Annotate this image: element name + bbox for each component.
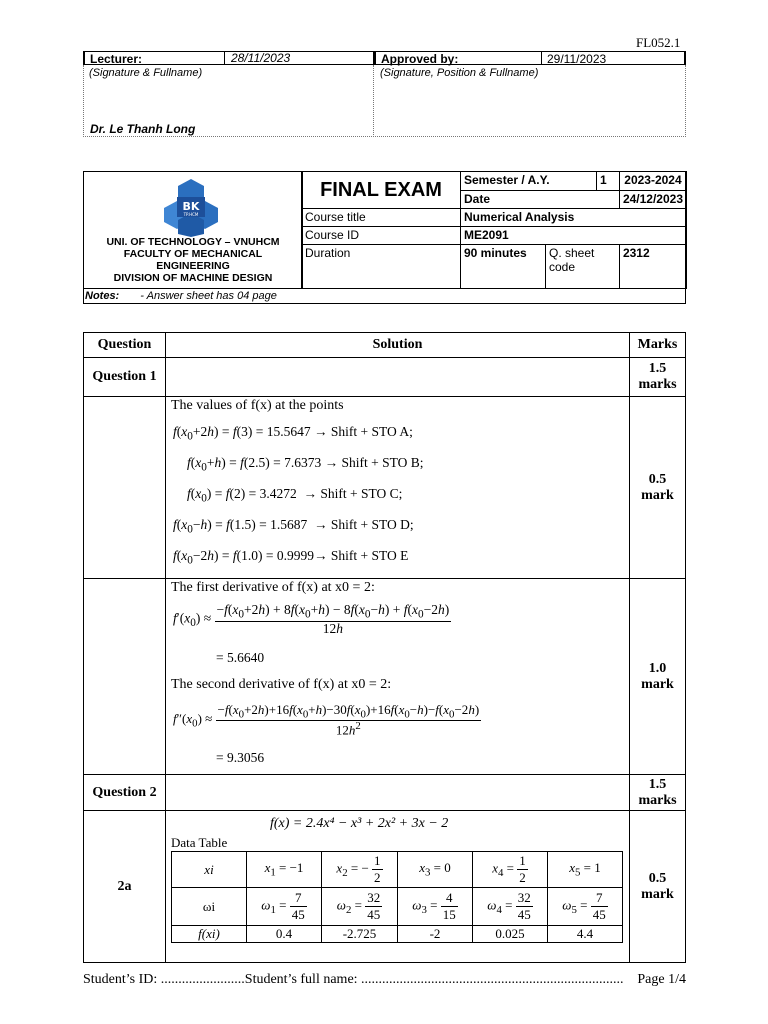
bottom-dotted-border [83, 136, 686, 137]
semester-value: 1 [596, 172, 619, 191]
q1b-marks: 1.0 mark [630, 579, 686, 775]
q1b-solution [166, 579, 630, 775]
duration-label: Duration [302, 245, 461, 289]
q1a-marks: 0.5 mark [630, 397, 686, 579]
duration-value: 90 minutes [461, 245, 546, 289]
form-code: FL052.1 [636, 35, 681, 50]
course-title-value: Numerical Analysis [461, 209, 687, 227]
q2-label: Question 2 [84, 775, 166, 811]
row-x-label: xi [172, 852, 247, 888]
eq-f-x0-minus-2h: $f(x_0-2h) = f(1.0) = 0.9999\to$ Shift + STO E [173, 548, 409, 567]
exam-date: 24/12/2023 [619, 191, 686, 209]
notes-row [84, 288, 685, 305]
data-table [171, 851, 623, 943]
qsheet-label: Q. sheet code [546, 245, 620, 289]
approved-label: Approved by: [374, 51, 541, 65]
approval-block [83, 51, 686, 137]
q1-marks: 1.5 marks [630, 358, 686, 397]
cell-f3: -2 [397, 926, 472, 943]
q1b-intro-second: The second derivative of f(x) at x0 = 2: [171, 677, 392, 692]
second-derivative-formula: $f''(x_0)$ ≈ $\frac{-f(x_0+2h)+16f(x_0+h)-30f(x_0)+16f(x_0-h)-f(x_0-2h)}{12h^2}$ [173, 702, 480, 738]
first-derivative-formula: $f'(x_0)$ ≈ $\frac{-f(x_0+2h) + 8f(x_0+h) - 8f(x_0-h) + f(x_0-2h)}{12h}$ [173, 602, 450, 636]
lecturer-name: Dr. Le Thanh Long [90, 122, 196, 136]
eq-f-x0-plus-h: $f(x_0+h) = f(2.5) = 7.6373$ → Shift + STO B; [187, 455, 424, 474]
cell-x1: $x_1 = -1$ [247, 852, 322, 888]
qsheet-value: 2312 [619, 245, 686, 289]
cell-x4: $x_4$ = $\frac{1}{2}$ [472, 852, 547, 888]
page-number: Page 1/4 [632, 972, 686, 988]
cell-w2: $\omega_2$ = $\frac{32}{45}$ [322, 888, 398, 926]
cell-x2: $x_2$ = − $\frac{1}{2}$ [322, 852, 398, 888]
solution-table [83, 332, 686, 963]
cell-f1: 0.4 [247, 926, 322, 943]
exam-header [83, 171, 686, 304]
eq-f-x0-plus-2h: $f(x_0+2h) = f(3) = 15.5647$ → Shift + STO A; [173, 424, 413, 443]
course-title-label: Course title [302, 209, 461, 227]
q2-marks: 1.5 marks [630, 775, 686, 811]
second-derivative-result: = 9.3056 [216, 750, 265, 765]
exam-title: FINAL EXAM [302, 172, 461, 209]
row-f-label: f(xi) [172, 926, 247, 943]
first-derivative-result: = 5.6640 [216, 650, 265, 665]
cell-f4: 0.025 [472, 926, 547, 943]
org-line-4: DIVISION OF MACHINE DESIGN [113, 272, 273, 284]
university-logo [163, 177, 219, 237]
org-line-2: FACULTY OF MECHANICAL [123, 248, 263, 260]
notes-label: Notes: [85, 290, 120, 302]
header-question: Question [84, 333, 166, 358]
right-dotted-border [685, 65, 686, 137]
q2a-label: 2a [84, 811, 166, 963]
cell-f2: -2.725 [322, 926, 398, 943]
q2a-marks: 0.5 mark [630, 811, 686, 963]
eq-f-x0-minus-h: $f(x_0-h) = f(1.5) = 1.5687$ → Shift + STO D; [173, 517, 414, 536]
cell-w5: $\omega_5$ = $\frac{7}{45}$ [547, 888, 622, 926]
logo-subtext: TP.HCM [183, 212, 199, 217]
q2a-solution [166, 811, 630, 963]
middle-dotted-border [373, 65, 374, 137]
cell-x5: $x_5 = 1$ [547, 852, 622, 888]
cell-w4: $\omega_4$ = $\frac{32}{45}$ [472, 888, 547, 926]
q2a-table-title: Data Table [171, 835, 228, 850]
cell-f5: 4.4 [547, 926, 622, 943]
org-line-1: UNI. OF TECHNOLOGY – VNUHCM [106, 236, 280, 248]
header-marks: Marks [630, 333, 686, 358]
signature-hint-left: (Signature & Fullname) [89, 67, 203, 79]
eq-f-x0: $f(x_0) = f(2) = 3.4272$ → Shift + STO C; [187, 486, 403, 505]
header-solution: Solution [166, 333, 630, 358]
org-panel [84, 172, 303, 289]
notes-value: - Answer sheet has 04 page [140, 290, 277, 302]
cell-w3: $\omega_3$ = $\frac{4}{15}$ [397, 888, 472, 926]
academic-year: 2023-2024 [619, 172, 686, 191]
q1-label: Question 1 [84, 358, 166, 397]
q1a-intro: The values of f(x) at the points [171, 398, 344, 413]
q1b-intro-first: The first derivative of f(x) at x0 = 2: [171, 580, 375, 595]
course-id-label: Course ID [302, 227, 461, 245]
q1a-solution [166, 397, 630, 579]
lecturer-date: 28/11/2023 [224, 51, 374, 65]
cell-w1: $\omega_1$ = $\frac{7}{45}$ [247, 888, 322, 926]
logo-text: BK [182, 200, 200, 213]
date-label: Date [461, 191, 620, 209]
left-dotted-border [83, 65, 84, 137]
signature-hint-right: (Signature, Position & Fullname) [380, 67, 539, 79]
cell-x3: $x_3 = 0$ [397, 852, 472, 888]
footer [83, 972, 686, 988]
lecturer-label: Lecturer: [83, 51, 374, 65]
semester-label: Semester / A.Y. [461, 172, 597, 191]
row-w-label: ωi [172, 888, 247, 926]
q2a-function: f(x) = 2.4x⁴ − x³ + 2x² + 3x − 2 [270, 816, 449, 831]
student-info-line: Student’s ID: ........................Student’s full name: ........................................................................... [83, 972, 624, 987]
course-id-value: ME2091 [461, 227, 687, 245]
approved-date: 29/11/2023 [541, 51, 686, 65]
org-line-3: ENGINEERING [156, 260, 230, 272]
